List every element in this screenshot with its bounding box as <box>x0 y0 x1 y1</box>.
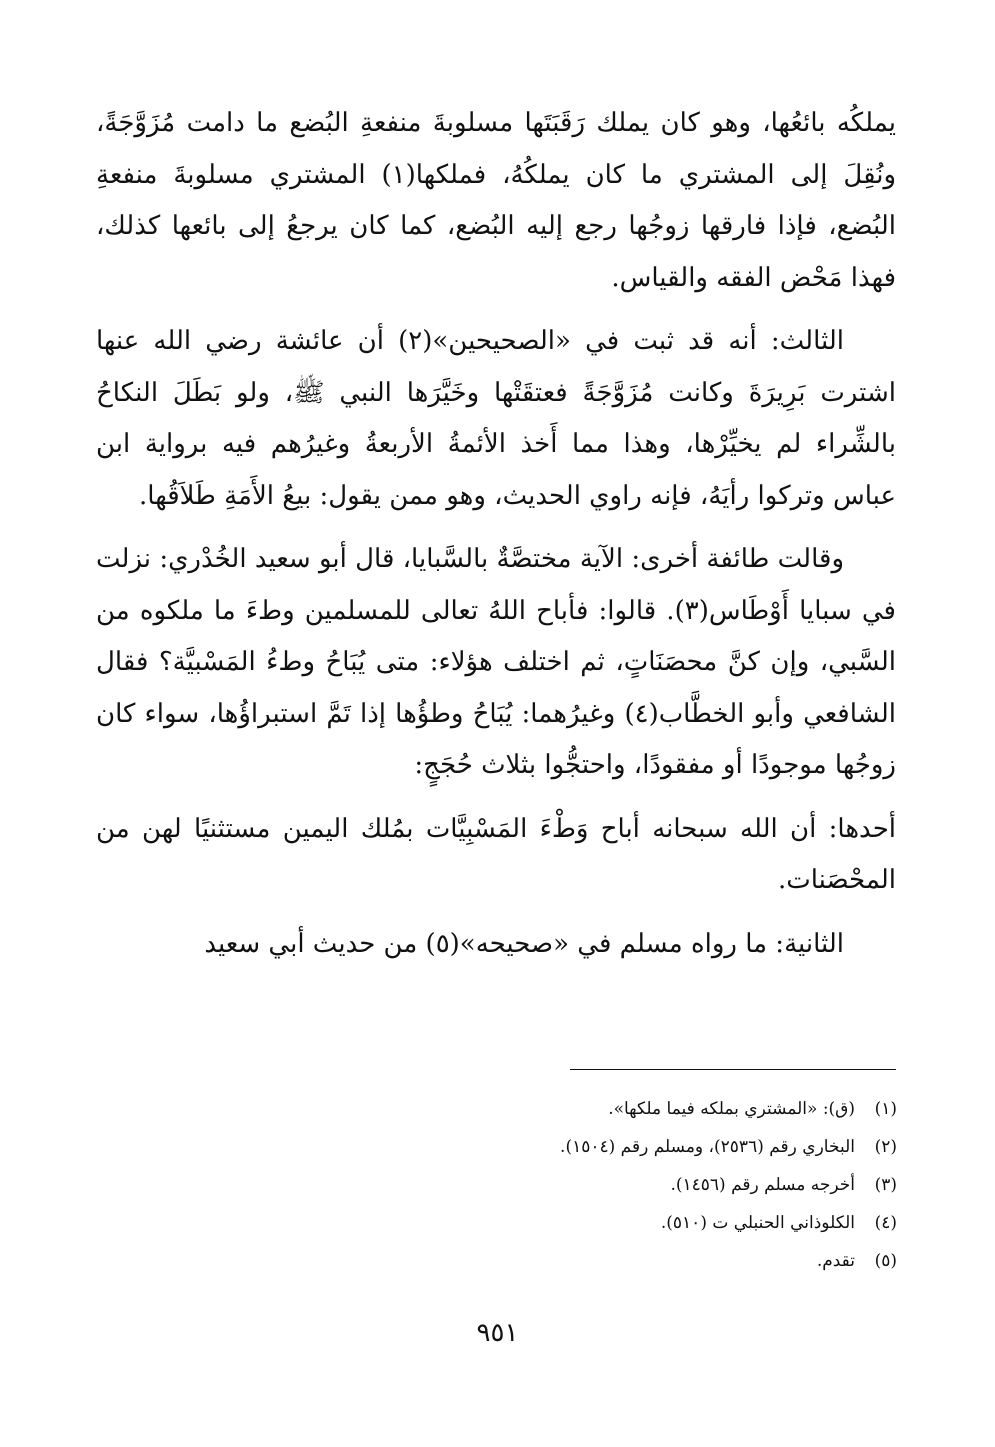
footnote <box>397 1166 897 1204</box>
footnote-number: (٣) <box>874 1175 897 1195</box>
paragraph: وقالت طائفة أخرى: الآية مختصَّةٌ بالسَّبايا، قال أبو سعيد الخُدْري: نزلت في سبايا أَوْطَاس(٣). قالوا: فأباح اللهُ تعالى للمسلمين وطءَ ما ملكوه من السَّبي، وإن كنَّ محصَنَاتٍ، ثم اختلف هؤلاء: متى يُبَاحُ وطءُ المَسْبيَّة؟ فقال الشافعي وأبو الخطَّاب(٤) وغيرُهما: يُبَاحُ وطؤُها إذا تَمَّ استبراؤُها، سواء كان زوجُها موجودًا أو مفقودًا، واحتجُّوا بثلاث حُجَجٍ: <box>96 544 896 780</box>
paragraph: الثانية: ما رواه مسلم في «صحيحه»(٥) من حديث أبي سعيد <box>204 928 844 959</box>
footnotes <box>397 1090 897 1280</box>
paragraph: أحدها: أن الله سبحانه أباح وَطْءَ المَسْبِيَّات بمُلك اليمين مستثنيًا لهن من المحْصَنات. <box>96 813 896 895</box>
footnote <box>397 1128 897 1166</box>
paragraph: الثالث: أنه قد ثبت في «الصحيحين»(٢) أن عائشة رضي الله عنها اشترت بَرِيرَةَ وكانت مُزَوَّجَةً فعتقَتْها وخَيَّرَها النبي ﷺ، ولو بَطَلَ النكاحُ بالشِّراء لم يخيِّرْها، وهذا مما أَخذ الأئمةُ الأربعةُ وغيرُهم فيه برواية ابن عباس وتركوا رأيَهُ، فإنه راوي الحديث، وهو ممن يقول: بيعُ الأَمَةِ طَلاَقُها. <box>96 326 896 511</box>
footnote <box>397 1090 897 1128</box>
paragraph: يملكُه بائعُها، وهو كان يملك رَقَبَتَها مسلوبةَ منفعةِ البُضع ما دامت مُزَوَّجَةً، ونُقِلَ إلى المشتري ما كان يملكُهُ، فملكها(١) المشتري مسلوبةَ منفعةِ البُضع، فإذا فارقها زوجُها رجع إليه البُضع، كما كان يرجعُ إلى بائعها كذلك، فهذا مَحْض الفقه والقياس. <box>96 108 897 293</box>
footnote-text: (ق): «المشتري بملكه فيما ملكها». <box>608 1099 855 1119</box>
footnote-number: (٥) <box>874 1251 897 1271</box>
main-text <box>96 98 896 970</box>
footnote-text: الكلوذاني الحنبلي ت (٥١٠). <box>660 1213 855 1233</box>
footnote-text: أخرجه مسلم رقم (١٤٥٦). <box>670 1175 855 1195</box>
footnote-number: (٢) <box>874 1137 897 1157</box>
footnote-text: البخاري رقم (٢٥٣٦)، ومسلم رقم (١٥٠٤). <box>560 1137 855 1157</box>
page-number: ٩٥١ <box>476 1318 519 1348</box>
footnote <box>397 1204 897 1242</box>
footnote-divider <box>570 1069 896 1070</box>
footnote-text: تقدم. <box>816 1251 855 1271</box>
footnote-number: (١) <box>874 1099 897 1119</box>
footnote <box>397 1242 897 1280</box>
footnote-number: (٤) <box>874 1213 897 1233</box>
